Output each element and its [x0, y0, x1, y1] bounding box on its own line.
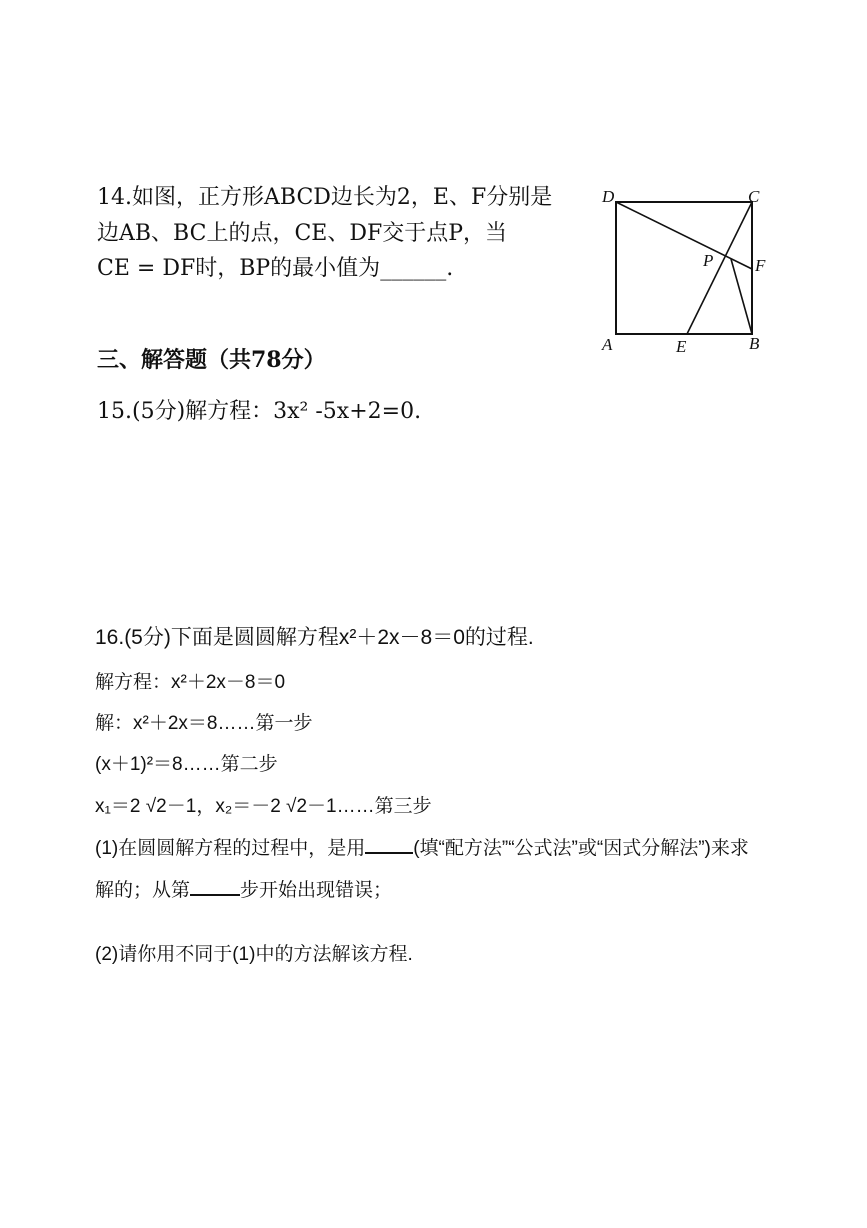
q16-part-1-text-d: 步开始出现错误；	[240, 880, 393, 901]
q16-part-1-text-a: (1)在圆圆解方程的过程中，是用	[95, 838, 366, 859]
q16-part-1-line-1	[95, 833, 749, 860]
q16-part-1-text-c: 解的；从第	[95, 880, 191, 901]
segment-ce	[687, 202, 752, 334]
section-3-heading: 三、解答题（共78分）	[97, 347, 326, 373]
q14-line-3	[97, 252, 453, 286]
q14-line-3-end: .	[446, 256, 454, 281]
label-d: D	[602, 187, 615, 206]
q16-title: 16.(5分)下面是圆圆解方程x²＋2x－8＝0的过程.	[95, 626, 534, 649]
q14-line-2: 边AB、BC上的点，CE、DF交于点P，当	[97, 221, 508, 246]
q16-step-3: x₁＝2 √2－1，x₂＝－2 √2－1……第三步	[95, 796, 432, 817]
q14-answer-blank: ______	[380, 256, 447, 281]
label-b: B	[749, 334, 760, 353]
q14-line-3-text: CE = DF时，BP的最小值为	[97, 256, 381, 281]
segment-pb	[731, 259, 752, 334]
q16-step-1: 解：x²＋2x＝8……第一步	[95, 713, 313, 734]
label-p: P	[703, 251, 714, 270]
label-c: C	[748, 187, 760, 206]
q16-part-1-line-2	[95, 875, 392, 902]
square-figure	[596, 182, 776, 354]
q16-step-blank	[190, 878, 240, 896]
q15-text: 15.(5分)解方程：3x² -5x+2=0.	[97, 399, 422, 424]
q16-step-2: (x＋1)²＝8……第二步	[95, 754, 278, 775]
q16-part-1-text-b: (填“配方法”“公式法”或“因式分解法”)来求	[413, 838, 749, 859]
label-a: A	[602, 335, 613, 354]
q16-part-2: (2)请你用不同于(1)中的方法解该方程.	[95, 944, 413, 965]
square-abcd	[616, 202, 752, 334]
q16-step-0: 解方程：x²＋2x－8＝0	[95, 672, 286, 693]
label-e: E	[676, 337, 687, 354]
label-f: F	[755, 256, 766, 275]
q16-method-blank	[365, 836, 413, 854]
q14-line-1: 14.如图，正方形ABCD边长为2，E、F分别是	[97, 185, 553, 210]
